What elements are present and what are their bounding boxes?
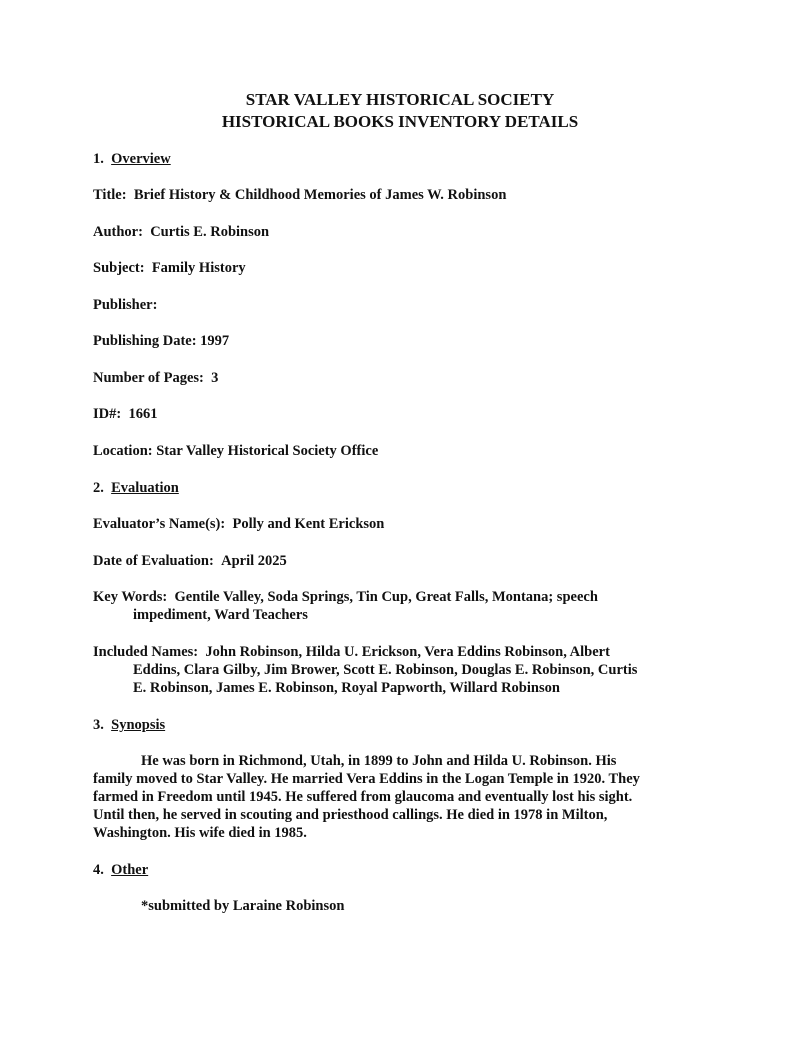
field-label: Key Words: — [93, 589, 168, 605]
header-line-1: STAR VALLEY HISTORICAL SOCIETY — [245, 90, 555, 109]
synopsis-line: farmed in Freedom until 1945. He suffered from glaucoma and eventually lost his sight. — [93, 789, 633, 805]
section-title: Synopsis — [111, 717, 166, 733]
included-names-continuation-1: Eddins, Clara Gilby, Jim Brower, Scott E. Robinson, Douglas E. Robinson, Curtis — [133, 662, 638, 678]
field-value: 1661 — [128, 406, 158, 422]
field-key-words — [93, 589, 598, 606]
field-evaluator — [93, 516, 384, 533]
synopsis-line: He was born in Richmond, Utah, in 1899 to John and Hilda U. Robinson. His — [141, 753, 617, 769]
synopsis-line: family moved to Star Valley. He married Vera Eddins in the Logan Temple in 1920. They — [93, 771, 640, 787]
field-label: Title: — [93, 187, 127, 203]
section-number: 4. — [93, 862, 104, 878]
section-title: Overview — [111, 151, 171, 167]
field-label: Publishing Date: — [93, 333, 197, 349]
included-names-continuation-2: E. Robinson, James E. Robinson, Royal Papworth, Willard Robinson — [133, 680, 560, 696]
field-label: Author: — [93, 224, 143, 240]
key-words-continuation: impediment, Ward Teachers — [133, 607, 308, 623]
section-number: 2. — [93, 480, 104, 496]
synopsis-line: Washington. His wife died in 1985. — [93, 825, 307, 841]
field-value: Polly and Kent Erickson — [232, 516, 385, 532]
field-value: Family History — [151, 260, 246, 276]
other-note: *submitted by Laraine Robinson — [141, 898, 345, 914]
field-included-names — [93, 644, 610, 661]
field-label: Included Names: — [93, 644, 199, 660]
synopsis-line: Until then, he served in scouting and priesthood callings. He died in 1978 in Milton, — [93, 807, 608, 823]
field-publishing-date — [93, 333, 229, 350]
field-label: Subject: — [93, 260, 145, 276]
field-publisher — [93, 297, 157, 314]
section-other-heading — [93, 862, 148, 879]
field-label: Number of Pages: — [93, 370, 204, 386]
header-line-2: HISTORICAL BOOKS INVENTORY DETAILS — [221, 112, 579, 131]
field-location — [93, 443, 378, 460]
field-label: ID#: — [93, 406, 122, 422]
section-synopsis-heading — [93, 717, 165, 734]
field-id — [93, 406, 157, 423]
field-label: Date of Evaluation: — [93, 553, 214, 569]
field-label: Publisher: — [93, 297, 158, 313]
field-label: Location: — [93, 443, 153, 459]
field-value: April 2025 — [221, 553, 287, 569]
section-evaluation-heading — [93, 480, 179, 497]
field-date-of-evaluation — [93, 553, 287, 570]
section-title: Other — [111, 862, 149, 878]
section-overview-heading — [93, 151, 171, 168]
field-value: Brief History & Childhood Memories of James W. Robinson — [133, 187, 507, 203]
section-title: Evaluation — [111, 480, 179, 496]
field-value: Star Valley Historical Society Office — [156, 443, 379, 459]
field-value: 3 — [211, 370, 219, 386]
field-value: John Robinson, Hilda U. Erickson, Vera Eddins Robinson, Albert — [205, 644, 610, 660]
field-value: Gentile Valley, Soda Springs, Tin Cup, Great Falls, Montana; speech — [174, 589, 598, 605]
section-number: 3. — [93, 717, 104, 733]
field-number-of-pages — [93, 370, 218, 387]
field-value: 1997 — [200, 333, 230, 349]
field-author — [93, 224, 269, 241]
field-value: Curtis E. Robinson — [150, 224, 270, 240]
field-subject — [93, 260, 246, 277]
field-title — [93, 187, 506, 204]
field-label: Evaluator’s Name(s): — [93, 516, 226, 532]
section-number: 1. — [93, 151, 104, 167]
